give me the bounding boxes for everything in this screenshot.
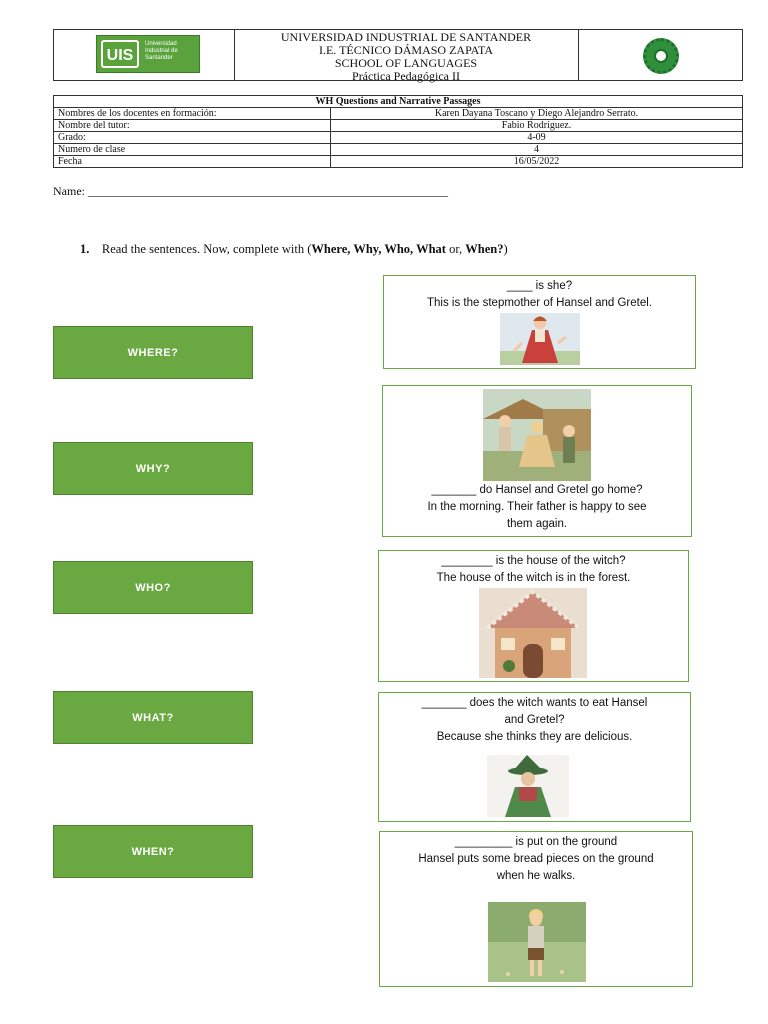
info-value: 4 xyxy=(331,144,743,156)
table-row xyxy=(54,132,743,144)
info-value: 4-09 xyxy=(331,132,743,144)
card-answer-line: This is the stepmother of Hansel and Gretel. xyxy=(427,297,652,309)
info-label: Grado: xyxy=(54,132,331,144)
question-last-option: When? xyxy=(465,242,504,256)
question-number: 1. xyxy=(80,242,90,256)
table-row xyxy=(54,144,743,156)
where-button[interactable]: WHERE? xyxy=(53,326,253,379)
info-label: Numero de clase xyxy=(54,144,331,156)
why-button[interactable]: WHY? xyxy=(53,442,253,495)
school-seal-icon xyxy=(643,38,679,74)
info-table-title: WH Questions and Narrative Passages xyxy=(54,96,743,108)
info-table xyxy=(53,95,743,168)
sentence-card-2[interactable] xyxy=(382,385,692,537)
header-line-languages: SCHOOL OF LANGUAGES xyxy=(334,56,478,70)
header-line-school: I.E. TÉCNICO DÁMASO ZAPATA xyxy=(318,43,494,57)
sentence-card-1[interactable] xyxy=(383,275,696,369)
card-blank-line: _______ do Hansel and Gretel go home? xyxy=(431,484,643,496)
who-button[interactable]: WHO? xyxy=(53,561,253,614)
question-instruction: 1. Read the sentences. Now, complete with (Where, Why, Who, What or, When?) xyxy=(80,242,508,256)
table-row xyxy=(54,120,743,132)
info-label: Nombre del tutor: xyxy=(54,120,331,132)
info-label: Nombres de los docentes en formación: xyxy=(54,108,331,120)
witch-house-image xyxy=(479,588,587,678)
witch-image xyxy=(487,755,569,817)
hansel-gretel-dancing-image xyxy=(483,389,591,481)
sentence-card-4[interactable] xyxy=(378,692,691,822)
header-line-university: UNIVERSIDAD INDUSTRIAL DE SANTANDER xyxy=(280,30,532,44)
hansel-bread-image xyxy=(488,902,586,982)
card-blank-line: _______ does the witch wants to eat Hansel xyxy=(421,697,648,709)
header-logo-cell xyxy=(54,30,235,80)
card-answer-line: In the morning. Their father is happy to see xyxy=(427,501,647,513)
card-answer-line: Because she thinks they are delicious. xyxy=(436,731,633,743)
uis-logo xyxy=(96,35,200,73)
info-value: 16/05/2022 xyxy=(331,156,743,168)
header-seal-cell xyxy=(580,30,742,80)
stepmother-image xyxy=(500,313,580,365)
card-blank-line: _________ is put on the ground xyxy=(454,836,618,848)
card-answer-line: The house of the witch is in the forest. xyxy=(436,572,631,584)
info-label: Fecha xyxy=(54,156,331,168)
table-row xyxy=(54,156,743,168)
sentence-card-5[interactable] xyxy=(379,831,693,987)
student-name-line[interactable]: Name: ____________________________________________________________ xyxy=(53,184,448,198)
card-answer-line: Hansel puts some bread pieces on the ground xyxy=(418,853,654,865)
when-button[interactable]: WHEN? xyxy=(53,825,253,878)
question-text: Read the sentences. Now, complete with ( xyxy=(101,242,312,256)
card-answer-line-2: them again. xyxy=(506,518,568,530)
header-table xyxy=(53,29,743,81)
header-title-cell xyxy=(234,30,579,83)
info-value: Karen Dayana Toscano y Diego Alejandro Serrato. xyxy=(331,108,743,120)
uis-logo-mark: UIS xyxy=(101,40,139,68)
card-answer-line-2: when he walks. xyxy=(496,870,576,882)
what-button[interactable]: WHAT? xyxy=(53,691,253,744)
sentence-card-3[interactable] xyxy=(378,550,689,682)
info-value: Fabio Rodríguez. xyxy=(331,120,743,132)
card-blank-line: ________ is the house of the witch? xyxy=(441,555,626,567)
question-options: Where, Why, Who, What xyxy=(311,242,446,256)
card-blank-line: ____ is she? xyxy=(506,280,573,292)
uis-logo-text: Universidad Industrial de Santander xyxy=(145,41,178,61)
card-blank-line-2: and Gretel? xyxy=(504,714,565,726)
question-or: or, xyxy=(445,242,466,256)
header-line-practice: Práctica Pedagógica II xyxy=(352,69,460,83)
table-row xyxy=(54,108,743,120)
